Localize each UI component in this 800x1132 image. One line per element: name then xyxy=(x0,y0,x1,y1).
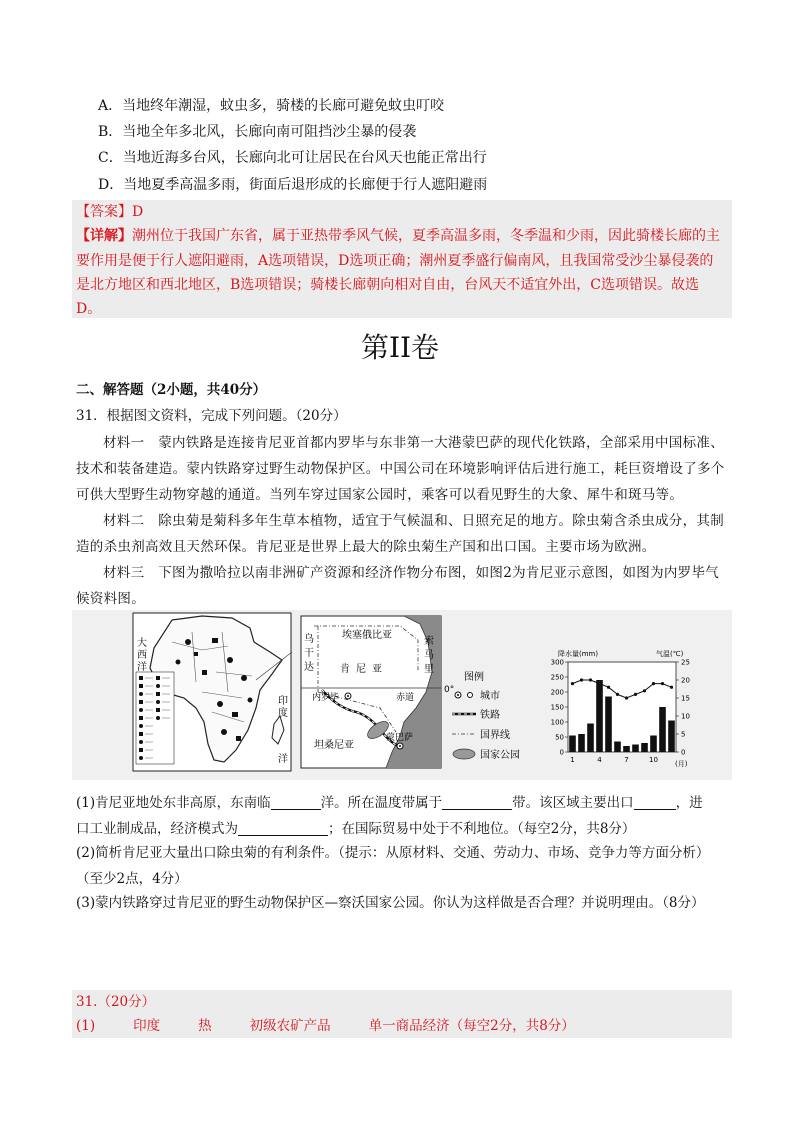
equator-label: 0° xyxy=(444,685,455,695)
legend-item: 铁路 xyxy=(480,710,500,721)
precip-axis-label: 降水量(mm) xyxy=(558,650,599,658)
month-tick-label: 1 xyxy=(570,756,575,764)
precip-bar xyxy=(578,734,585,752)
sub1-text: 口工业制成品，经济模式为 xyxy=(76,821,238,837)
answer-label: 【答案】D xyxy=(76,204,144,220)
temp-point xyxy=(652,682,655,685)
answer31-item: 印度 xyxy=(133,1018,161,1034)
month-label: (月) xyxy=(675,760,688,768)
kenya-map-country: 乌 xyxy=(304,634,314,645)
section-title: 第II卷 xyxy=(360,331,440,364)
kenya-map-country: 马 xyxy=(424,650,434,661)
precip-bar xyxy=(596,680,603,752)
precip-tick-label: 300 xyxy=(550,658,564,667)
detail-text: 潮州位于我国广东省，属于亚热带季风气候，夏季高温多雨，冬季温和少雨，因此骑楼长廊的主 xyxy=(132,228,720,244)
kenya-map-country: 里 xyxy=(424,664,434,675)
temp-tick-label: 10 xyxy=(681,712,690,721)
kenya-map-city: 蒙巴萨 xyxy=(386,733,414,743)
precip-bar xyxy=(569,736,576,753)
climate-chart xyxy=(548,648,698,770)
kenya-map-city: 赤道 xyxy=(396,693,415,703)
sub1-text: 带。该区域主要出口 xyxy=(512,795,634,811)
temp-point xyxy=(589,678,592,681)
temp-tick-label: 5 xyxy=(681,730,686,739)
map1-label: 洋 xyxy=(137,662,147,673)
sub1-text: (1)肯尼亚地处东非高原，东南临 xyxy=(76,795,271,811)
q31-stem: 31．根据图文资料，完成下列问题。（20分） xyxy=(76,408,347,424)
kenya-map-country: 索 xyxy=(424,636,434,647)
temp-point xyxy=(580,678,583,681)
temp-point xyxy=(571,682,574,685)
option-a: A．当地终年潮湿，蚊虫多，骑楼的长廊可避免蚊虫叮咬 xyxy=(98,98,445,114)
legend-item: 国界线 xyxy=(480,730,510,741)
precip-bar xyxy=(668,721,675,753)
answer31-item: 热 xyxy=(198,1018,212,1034)
material-3: 材料三 下图为撒哈拉以南非洲矿产资源和经济作物分布图，如图2为肯尼亚示意图，如图为内罗毕气候资料图。 xyxy=(76,565,720,607)
detail-line-1 xyxy=(76,226,720,246)
blank-3[interactable] xyxy=(634,793,676,810)
answer31-line xyxy=(76,1016,613,1036)
kenya-map-country: 肯尼亚 xyxy=(340,664,388,675)
kenya-map-country: 埃塞俄比亚 xyxy=(342,630,392,641)
kenya-map-country: 干 xyxy=(304,648,314,659)
option-c: C．当地近海多台风，长廊向北可让居民在台风天也能正常出行 xyxy=(98,150,487,166)
precip-bar xyxy=(623,746,630,752)
temp-point xyxy=(607,686,610,689)
temp-point xyxy=(625,696,628,699)
answer31-head: 31.（20分） xyxy=(76,994,156,1010)
month-tick-label: 10 xyxy=(649,756,658,764)
map1-label: 洋 xyxy=(278,754,288,765)
temp-axis-label: 气温(℃) xyxy=(656,650,684,658)
precip-bar xyxy=(614,742,621,753)
precip-bar xyxy=(659,707,666,752)
material-2: 材料二 除虫菊是菊科多年生草本植物，适宜于气候温和、日照充足的地方。除虫菊含杀虫成分，其制造的杀虫剂高效且天然环保。肯尼亚是世界上最大的除虫菊生产国和出口国。主要市场为欧洲。 xyxy=(76,513,724,555)
sub-question-3: (3)蒙内铁路穿过肯尼亚的野生动物保护区—察沃国家公园。你认为这样做是否合理？并说明理由。（8分） xyxy=(76,895,705,911)
answer31-item: (1) xyxy=(76,1018,96,1034)
detail-line-4: D。 xyxy=(76,301,102,317)
temp-tick-label: 15 xyxy=(681,694,690,703)
map1-label: 大 xyxy=(137,638,147,649)
answer31-item: 单一商品经济（每空2分，共8分） xyxy=(368,1018,575,1034)
month-tick-label: 7 xyxy=(624,756,629,764)
temp-point xyxy=(598,682,601,685)
precip-tick-label: 100 xyxy=(550,718,564,727)
temp-point xyxy=(634,693,637,696)
temp-tick-label: 0 xyxy=(681,748,686,757)
sub-question-1 xyxy=(76,790,726,842)
precip-tick-label: 50 xyxy=(555,733,564,742)
option-b: B．当地全年多北风，长廊向南可阻挡沙尘暴的侵袭 xyxy=(98,124,417,140)
temp-tick-label: 25 xyxy=(681,658,690,667)
blank-2[interactable] xyxy=(442,793,512,810)
map1-label: 度 xyxy=(278,708,288,719)
option-d: D．当地夏季高温多雨，街面后退形成的长廊便于行人遮阳避雨 xyxy=(98,177,488,193)
precip-bar xyxy=(650,736,657,753)
africa-map xyxy=(132,612,292,772)
legend-item: 城市 xyxy=(480,691,500,702)
blank-4[interactable] xyxy=(238,819,328,836)
sub1-text: 洋。所在温度带属于 xyxy=(320,795,443,811)
blank-1[interactable] xyxy=(271,793,321,810)
month-tick-label: 4 xyxy=(597,756,602,764)
temp-tick-label: 20 xyxy=(681,676,690,685)
sub1-text: ，进 xyxy=(675,795,703,811)
material-1: 材料一 蒙内铁路是连接肯尼亚首都内罗毕与东非第一大港蒙巴萨的现代化铁路，全部采用中国标准、技术和装备建造。蒙内铁路穿过野生动物保护区。中国公司在环境影响评估后进行施工，耗巨资增设了多个可供大型野生动物穿越的通道。当列车穿过国家公园时，乘客可以看见野生的大象、犀牛和斑马等。 xyxy=(76,435,725,503)
kenya-map xyxy=(300,612,540,772)
precip-tick-label: 0 xyxy=(559,748,564,757)
sub1-text: ；在国际贸易中处于不利地位。（每空2分，共8分） xyxy=(328,821,636,837)
precip-bar xyxy=(605,697,612,753)
part-heading: 二、解答题（2小题，共40分） xyxy=(76,382,267,398)
temp-point xyxy=(661,682,664,685)
precip-bar xyxy=(641,743,648,752)
precip-tick-label: 150 xyxy=(550,703,564,712)
detail-line-3: 是北方地区和西北地区，B选项错误；骑楼长廊朝向相对自由，台风天不适宜外出，C选项错误。故选 xyxy=(76,277,699,293)
temp-point xyxy=(616,693,619,696)
kenya-map-country: 坦桑尼亚 xyxy=(314,740,354,751)
kenya-map-country: 达 xyxy=(304,662,314,673)
kenya-map-city: 内罗毕 xyxy=(312,693,340,703)
detail-tag: 【详解】 xyxy=(76,228,132,244)
temp-point xyxy=(670,686,673,689)
answer31-item: 初级农矿产品 xyxy=(249,1018,331,1034)
precip-tick-label: 250 xyxy=(550,673,564,682)
temp-point xyxy=(643,689,646,692)
legend-item: 国家公园 xyxy=(480,750,520,761)
precip-tick-label: 200 xyxy=(550,688,564,697)
map1-label: 西 xyxy=(137,650,147,661)
map1-label: 印 xyxy=(278,696,288,707)
legend-title: 图例 xyxy=(464,672,484,683)
sub-question-2: (2)简析肯尼亚大量出口除虫菊的有利条件。（提示：从原材料、交通、劳动力、市场、竞争力等方面分析）（至少2点，4分） xyxy=(76,845,710,887)
precip-bar xyxy=(587,724,594,753)
precip-bar xyxy=(632,745,639,753)
detail-line-2: 要作用是便于行人遮阳避雨，A选项错误，D选项正确；潮州夏季盛行偏南风，且我国常受沙尘暴侵袭的 xyxy=(76,253,714,269)
